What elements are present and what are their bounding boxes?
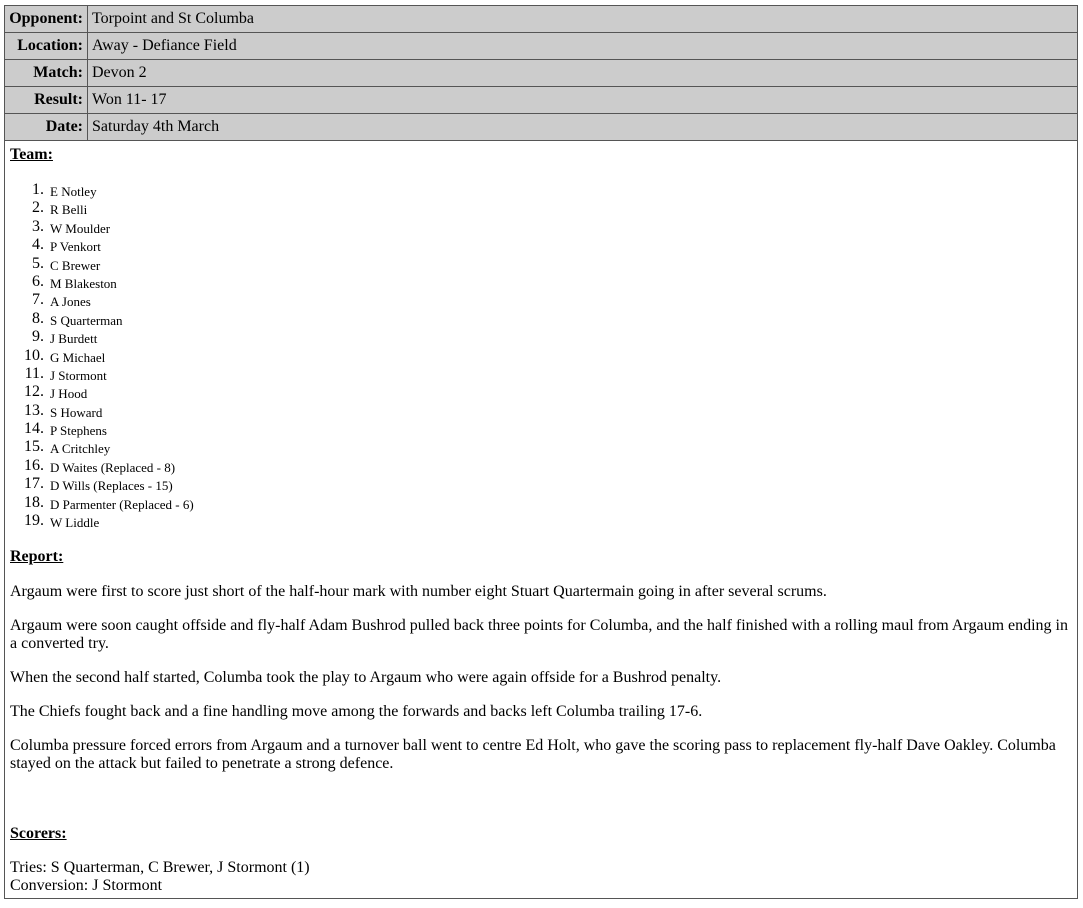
- team-player: [32, 199, 1077, 219]
- player-name: A Jones: [50, 294, 91, 310]
- team-heading: Team:: [10, 146, 53, 163]
- info-label: Opponent:: [5, 6, 88, 33]
- team-player: [24, 346, 1077, 367]
- report-paragraph: Argaum were first to score just short of the half-hour mark with number eight Stuart Quartermain going in after several scrums.: [10, 583, 827, 601]
- player-name: M Blakeston: [50, 275, 117, 291]
- team-player: [32, 272, 1077, 293]
- tries-line: Tries: S Quarterman, C Brewer, J Stormont (1): [10, 859, 310, 877]
- player-name: W Moulder: [50, 220, 111, 236]
- report-paragraph: The Chiefs fought back and a fine handling move among the forwards and backs left Columba trailing 17-6.: [10, 703, 703, 721]
- team-player: [32, 328, 1077, 348]
- player-number: 13.: [24, 401, 44, 419]
- team-player: [24, 512, 1077, 532]
- team-player: [32, 291, 1077, 311]
- player-number: 7.: [32, 291, 44, 309]
- match-report: [4, 5, 1076, 899]
- player-number: 16.: [24, 456, 44, 474]
- info-row: [5, 6, 1078, 33]
- player-name: D Waites (Replaced - 8): [50, 459, 176, 475]
- player-number: 4.: [32, 236, 44, 254]
- player-number: 12.: [24, 383, 44, 401]
- info-value: Away - Defiance Field: [88, 33, 1078, 60]
- info-row: [5, 60, 1078, 87]
- player-name: J Burdett: [50, 331, 98, 347]
- player-number: 17.: [24, 475, 44, 493]
- player-number: 3.: [32, 217, 44, 235]
- team-list: [10, 183, 1077, 532]
- info-label: Location:: [5, 33, 88, 60]
- team-player: [24, 420, 1077, 440]
- player-name: D Wills (Replaces - 15): [50, 478, 173, 494]
- team-player: [24, 383, 1077, 403]
- player-number: 11.: [24, 364, 44, 382]
- player-name: C Brewer: [50, 257, 101, 273]
- info-value: Devon 2: [88, 60, 1078, 87]
- player-number: 5.: [32, 254, 44, 272]
- info-value: Won 11- 17: [88, 87, 1078, 114]
- player-name: W Liddle: [50, 515, 100, 531]
- player-name: A Critchley: [50, 441, 111, 457]
- info-row: [5, 33, 1078, 60]
- team-player: [32, 217, 1077, 238]
- player-name: J Stormont: [50, 367, 107, 383]
- player-number: 2.: [32, 199, 44, 217]
- conversion-line: Conversion: J Stormont: [10, 877, 163, 895]
- player-name: E Notley: [50, 184, 97, 199]
- team-player: [32, 309, 1077, 330]
- player-number: 6.: [32, 272, 44, 290]
- player-name: P Venkort: [50, 239, 101, 255]
- team-player: [24, 364, 1077, 385]
- player-number: 19.: [24, 512, 44, 530]
- scorers-heading: Scorers:: [10, 825, 67, 843]
- player-name: D Parmenter (Replaced - 6): [50, 496, 194, 512]
- info-row: [5, 114, 1078, 141]
- report-body: [4, 141, 1078, 899]
- report-heading: Report:: [10, 548, 64, 566]
- player-number: 14.: [24, 420, 44, 438]
- info-label: Match:: [5, 60, 88, 87]
- player-number: 18.: [24, 493, 44, 511]
- team-player: [24, 401, 1077, 422]
- match-info-table: [4, 5, 1078, 141]
- player-number: 8.: [32, 309, 44, 327]
- player-number: 1.: [32, 181, 44, 198]
- team-player: [24, 438, 1077, 458]
- info-value: Torpoint and St Columba: [88, 6, 1078, 33]
- team-player: [24, 475, 1077, 495]
- player-name: P Stephens: [50, 423, 107, 439]
- team-player: [24, 493, 1077, 514]
- info-value: Saturday 4th March: [88, 114, 1078, 141]
- team-player: [24, 456, 1077, 477]
- team-player: [32, 181, 1077, 201]
- player-name: J Hood: [50, 386, 88, 402]
- report-paragraph: Columba pressure forced errors from Argaum and a turnover ball went to centre Ed Holt, who gave the scoring pass to replacement fly-half Dave Oakley. Columba stayed on the attack but failed to penetrate a strong defence.: [10, 737, 1056, 773]
- report-paragraph: When the second half started, Columba took the play to Argaum who were again offside for a Bushrod penalty.: [10, 669, 722, 687]
- info-label: Date:: [5, 114, 88, 141]
- player-number: 9.: [32, 328, 44, 346]
- team-player: [32, 254, 1077, 275]
- player-number: 15.: [24, 438, 44, 456]
- player-name: S Quarterman: [50, 312, 123, 328]
- info-row: [5, 87, 1078, 114]
- player-number: 10.: [24, 346, 44, 364]
- player-name: R Belli: [50, 202, 88, 218]
- report-paragraphs: [10, 583, 1077, 773]
- report-paragraph: Argaum were soon caught offside and fly-half Adam Bushrod pulled back three points for Columba, and the half finished with a rolling maul from Argaum ending in a converted try.: [10, 617, 1068, 653]
- player-name: S Howard: [50, 404, 103, 420]
- info-label: Result:: [5, 87, 88, 114]
- team-player: [32, 236, 1077, 256]
- player-name: G Michael: [50, 349, 106, 365]
